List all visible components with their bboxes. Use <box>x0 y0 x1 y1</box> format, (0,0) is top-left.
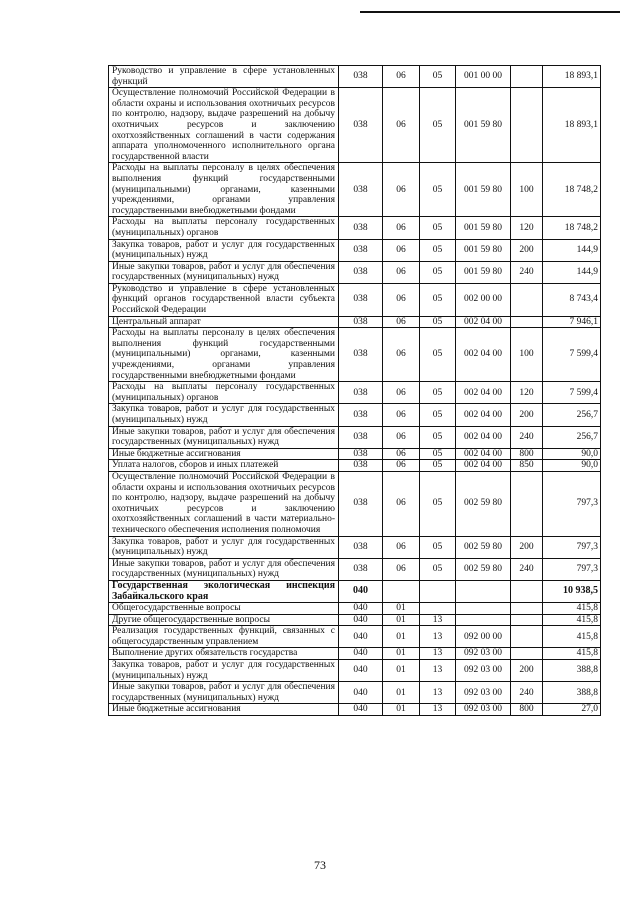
section-code-cell: 06 <box>383 328 420 382</box>
subsection-code-cell: 13 <box>420 614 456 626</box>
expense-type-cell: 240 <box>511 426 543 448</box>
target-article-cell: 001 59 80 <box>456 239 511 261</box>
table-row <box>109 163 601 217</box>
table-row <box>109 682 601 704</box>
row-name-cell: Государственная экологическая инспекция Забайкальского края <box>109 580 339 602</box>
amount-cell: 18 893,1 <box>543 66 601 88</box>
expense-type-cell: 240 <box>511 558 543 580</box>
expense-type-cell: 200 <box>511 404 543 426</box>
row-name-cell: Реализация государственных функций, связанных с общегосударственным управлением <box>109 626 339 648</box>
expense-type-cell <box>511 603 543 615</box>
table-row <box>109 580 601 602</box>
table-row <box>109 88 601 163</box>
amount-cell: 90,0 <box>543 460 601 472</box>
target-article-cell: 002 04 00 <box>456 448 511 460</box>
amount-cell: 144,9 <box>543 239 601 261</box>
table-row <box>109 66 601 88</box>
row-name-cell: Закупка товаров, работ и услуг для государственных (муниципальных) нужд <box>109 660 339 682</box>
subsection-code-cell: 05 <box>420 448 456 460</box>
table-row <box>109 648 601 660</box>
row-name-cell: Осуществление полномочий Российской Федерации в области охраны и использования охотничьих ресурсов по контролю, надзору, выдаче разрешений на добычу охотничьих ресурсов и заключению охотхозяйственных соглашений в части содержания аппарата уполномоченного исполнительного органа государственной власти <box>109 88 339 163</box>
section-code-cell: 06 <box>383 448 420 460</box>
table-row <box>109 536 601 558</box>
amount-cell: 8 743,4 <box>543 283 601 316</box>
row-name-cell: Иные закупки товаров, работ и услуг для обеспечения государственных (муниципальных) нужд <box>109 426 339 448</box>
ministry-code-cell: 038 <box>339 217 383 239</box>
table-row <box>109 614 601 626</box>
section-code-cell: 01 <box>383 603 420 615</box>
target-article-cell: 092 03 00 <box>456 704 511 716</box>
amount-cell: 7 599,4 <box>543 382 601 404</box>
amount-cell: 18 748,2 <box>543 163 601 217</box>
header-rule <box>360 11 620 13</box>
target-article-cell <box>456 580 511 602</box>
table-row <box>109 426 601 448</box>
row-name-cell: Расходы на выплаты персоналу государственных (муниципальных) органов <box>109 382 339 404</box>
expense-type-cell: 240 <box>511 261 543 283</box>
table-row <box>109 382 601 404</box>
amount-cell: 10 938,5 <box>543 580 601 602</box>
subsection-code-cell: 05 <box>420 88 456 163</box>
target-article-cell: 092 00 00 <box>456 626 511 648</box>
subsection-code-cell: 05 <box>420 217 456 239</box>
row-name-cell: Уплата налогов, сборов и иных платежей <box>109 460 339 472</box>
section-code-cell: 01 <box>383 648 420 660</box>
expense-type-cell: 100 <box>511 328 543 382</box>
expense-type-cell <box>511 471 543 536</box>
amount-cell: 18 748,2 <box>543 217 601 239</box>
subsection-code-cell: 05 <box>420 316 456 328</box>
target-article-cell: 092 03 00 <box>456 682 511 704</box>
ministry-code-cell: 038 <box>339 66 383 88</box>
expense-type-cell <box>511 283 543 316</box>
section-code-cell: 01 <box>383 682 420 704</box>
section-code-cell: 06 <box>383 261 420 283</box>
expense-type-cell: 850 <box>511 460 543 472</box>
expense-type-cell: 240 <box>511 682 543 704</box>
ministry-code-cell: 038 <box>339 88 383 163</box>
ministry-code-cell: 038 <box>339 283 383 316</box>
target-article-cell: 002 59 80 <box>456 536 511 558</box>
budget-table-body <box>109 66 601 716</box>
table-row <box>109 217 601 239</box>
ministry-code-cell: 038 <box>339 316 383 328</box>
target-article-cell: 092 03 00 <box>456 648 511 660</box>
section-code-cell: 06 <box>383 404 420 426</box>
subsection-code-cell: 05 <box>420 382 456 404</box>
ministry-code-cell: 038 <box>339 239 383 261</box>
target-article-cell: 002 59 80 <box>456 558 511 580</box>
amount-cell: 27,0 <box>543 704 601 716</box>
amount-cell: 144,9 <box>543 261 601 283</box>
target-article-cell: 002 04 00 <box>456 460 511 472</box>
row-name-cell: Руководство и управление в сфере установленных функций органов государственной власти субъекта Российской Федерации <box>109 283 339 316</box>
table-row <box>109 261 601 283</box>
target-article-cell <box>456 603 511 615</box>
table-row <box>109 471 601 536</box>
ministry-code-cell: 038 <box>339 163 383 217</box>
subsection-code-cell <box>420 580 456 602</box>
subsection-code-cell: 13 <box>420 704 456 716</box>
section-code-cell: 06 <box>383 471 420 536</box>
ministry-code-cell: 040 <box>339 682 383 704</box>
expense-type-cell <box>511 316 543 328</box>
expense-type-cell <box>511 580 543 602</box>
section-code-cell: 06 <box>383 283 420 316</box>
row-name-cell: Руководство и управление в сфере установленных функций <box>109 66 339 88</box>
ministry-code-cell: 038 <box>339 404 383 426</box>
target-article-cell: 002 04 00 <box>456 426 511 448</box>
table-row <box>109 660 601 682</box>
ministry-code-cell: 038 <box>339 328 383 382</box>
section-code-cell: 06 <box>383 66 420 88</box>
target-article-cell: 001 59 80 <box>456 261 511 283</box>
subsection-code-cell: 05 <box>420 328 456 382</box>
subsection-code-cell: 13 <box>420 682 456 704</box>
expense-type-cell: 800 <box>511 704 543 716</box>
amount-cell: 388,8 <box>543 660 601 682</box>
subsection-code-cell: 13 <box>420 648 456 660</box>
subsection-code-cell: 05 <box>420 404 456 426</box>
target-article-cell: 002 04 00 <box>456 328 511 382</box>
expense-type-cell <box>511 66 543 88</box>
expense-type-cell: 200 <box>511 239 543 261</box>
expense-type-cell: 100 <box>511 163 543 217</box>
expense-type-cell: 200 <box>511 536 543 558</box>
section-code-cell: 06 <box>383 217 420 239</box>
table-row <box>109 239 601 261</box>
subsection-code-cell: 05 <box>420 239 456 261</box>
section-code-cell: 06 <box>383 88 420 163</box>
row-name-cell: Осуществление полномочий Российской Федерации в области охраны и использования охотничьих ресурсов по контролю, надзору, выдаче разрешений на добычу охотничьих ресурсов и заключению охотхозяйственных соглашений в части материально-технического обеспечения исполнения полномочия <box>109 471 339 536</box>
amount-cell: 388,8 <box>543 682 601 704</box>
expense-type-cell <box>511 614 543 626</box>
target-article-cell <box>456 614 511 626</box>
target-article-cell: 002 00 00 <box>456 283 511 316</box>
subsection-code-cell <box>420 603 456 615</box>
row-name-cell: Расходы на выплаты персоналу государственных (муниципальных) органов <box>109 217 339 239</box>
subsection-code-cell: 05 <box>420 536 456 558</box>
page-number: 73 <box>314 858 326 872</box>
amount-cell: 415,8 <box>543 648 601 660</box>
target-article-cell: 001 59 80 <box>456 217 511 239</box>
table-row <box>109 704 601 716</box>
row-name-cell: Иные бюджетные ассигнования <box>109 448 339 460</box>
expense-type-cell <box>511 88 543 163</box>
table-row <box>109 626 601 648</box>
row-name-cell: Расходы на выплаты персоналу в целях обеспечения выполнения функций государственными (муниципальными) органами, казенными учреждениями, органами управления государственными внебюджетными фондами <box>109 163 339 217</box>
row-name-cell: Расходы на выплаты персоналу в целях обеспечения выполнения функций государственными (муниципальными) органами, казенными учреждениями, органами управления государственными внебюджетными фондами <box>109 328 339 382</box>
amount-cell: 90,0 <box>543 448 601 460</box>
section-code-cell: 06 <box>383 460 420 472</box>
section-code-cell: 06 <box>383 426 420 448</box>
section-code-cell: 06 <box>383 558 420 580</box>
expense-type-cell <box>511 626 543 648</box>
ministry-code-cell: 040 <box>339 626 383 648</box>
amount-cell: 18 893,1 <box>543 88 601 163</box>
expense-type-cell: 120 <box>511 217 543 239</box>
row-name-cell: Другие общегосударственные вопросы <box>109 614 339 626</box>
subsection-code-cell: 05 <box>420 426 456 448</box>
expense-type-cell <box>511 648 543 660</box>
section-code-cell: 06 <box>383 316 420 328</box>
row-name-cell: Общегосударственные вопросы <box>109 603 339 615</box>
ministry-code-cell: 038 <box>339 536 383 558</box>
ministry-code-cell: 040 <box>339 614 383 626</box>
section-code-cell: 06 <box>383 382 420 404</box>
row-name-cell: Закупка товаров, работ и услуг для государственных (муниципальных) нужд <box>109 536 339 558</box>
target-article-cell: 002 04 00 <box>456 404 511 426</box>
amount-cell: 256,7 <box>543 426 601 448</box>
amount-cell: 415,8 <box>543 626 601 648</box>
table-row <box>109 404 601 426</box>
amount-cell: 797,3 <box>543 558 601 580</box>
amount-cell: 7 946,1 <box>543 316 601 328</box>
ministry-code-cell: 040 <box>339 660 383 682</box>
subsection-code-cell: 05 <box>420 283 456 316</box>
section-code-cell <box>383 580 420 602</box>
subsection-code-cell: 13 <box>420 626 456 648</box>
row-name-cell: Центральный аппарат <box>109 316 339 328</box>
section-code-cell: 01 <box>383 626 420 648</box>
row-name-cell: Иные закупки товаров, работ и услуг для обеспечения государственных (муниципальных) нужд <box>109 261 339 283</box>
section-code-cell: 01 <box>383 614 420 626</box>
ministry-code-cell: 038 <box>339 460 383 472</box>
amount-cell: 7 599,4 <box>543 328 601 382</box>
ministry-code-cell: 040 <box>339 704 383 716</box>
table-row <box>109 316 601 328</box>
expense-type-cell: 800 <box>511 448 543 460</box>
table-row <box>109 460 601 472</box>
target-article-cell: 001 00 00 <box>456 66 511 88</box>
subsection-code-cell: 05 <box>420 163 456 217</box>
row-name-cell: Закупка товаров, работ и услуг для государственных (муниципальных) нужд <box>109 404 339 426</box>
section-code-cell: 06 <box>383 239 420 261</box>
subsection-code-cell: 05 <box>420 66 456 88</box>
amount-cell: 256,7 <box>543 404 601 426</box>
ministry-code-cell: 038 <box>339 448 383 460</box>
budget-table <box>108 65 601 716</box>
row-name-cell: Иные закупки товаров, работ и услуг для обеспечения государственных (муниципальных) нужд <box>109 558 339 580</box>
expense-type-cell: 120 <box>511 382 543 404</box>
ministry-code-cell: 038 <box>339 382 383 404</box>
ministry-code-cell: 038 <box>339 261 383 283</box>
ministry-code-cell: 040 <box>339 603 383 615</box>
row-name-cell: Выполнение других обязательств государства <box>109 648 339 660</box>
ministry-code-cell: 038 <box>339 471 383 536</box>
section-code-cell: 06 <box>383 536 420 558</box>
section-code-cell: 06 <box>383 163 420 217</box>
target-article-cell: 002 04 00 <box>456 382 511 404</box>
ministry-code-cell: 040 <box>339 580 383 602</box>
row-name-cell: Закупка товаров, работ и услуг для государственных (муниципальных) нужд <box>109 239 339 261</box>
table-row <box>109 283 601 316</box>
target-article-cell: 002 04 00 <box>456 316 511 328</box>
row-name-cell: Иные закупки товаров, работ и услуг для обеспечения государственных (муниципальных) нужд <box>109 682 339 704</box>
ministry-code-cell: 038 <box>339 426 383 448</box>
table-row <box>109 328 601 382</box>
expense-type-cell: 200 <box>511 660 543 682</box>
amount-cell: 797,3 <box>543 471 601 536</box>
target-article-cell: 092 03 00 <box>456 660 511 682</box>
target-article-cell: 001 59 80 <box>456 88 511 163</box>
subsection-code-cell: 13 <box>420 660 456 682</box>
target-article-cell: 002 59 80 <box>456 471 511 536</box>
section-code-cell: 01 <box>383 660 420 682</box>
subsection-code-cell: 05 <box>420 558 456 580</box>
amount-cell: 415,8 <box>543 603 601 615</box>
subsection-code-cell: 05 <box>420 261 456 283</box>
table-row <box>109 558 601 580</box>
subsection-code-cell: 05 <box>420 471 456 536</box>
target-article-cell: 001 59 80 <box>456 163 511 217</box>
ministry-code-cell: 038 <box>339 558 383 580</box>
section-code-cell: 01 <box>383 704 420 716</box>
row-name-cell: Иные бюджетные ассигнования <box>109 704 339 716</box>
subsection-code-cell: 05 <box>420 460 456 472</box>
table-row <box>109 603 601 615</box>
amount-cell: 415,8 <box>543 614 601 626</box>
ministry-code-cell: 040 <box>339 648 383 660</box>
table-row <box>109 448 601 460</box>
amount-cell: 797,3 <box>543 536 601 558</box>
